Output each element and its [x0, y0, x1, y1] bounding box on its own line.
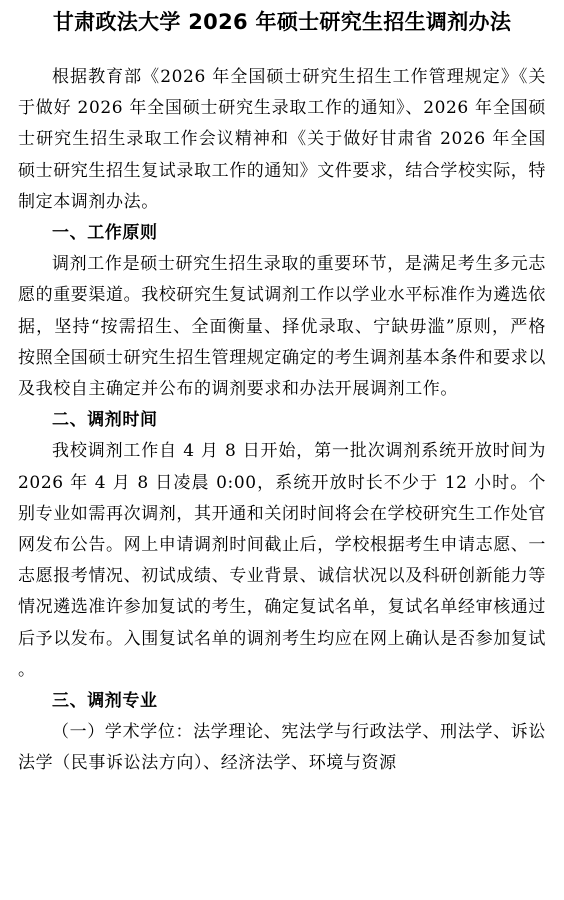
schedule-paragraph: 我校调剂工作自 4 月 8 日开始，第一批次调剂系统开放时间为 2026 年 4 月 8 日凌晨 0:00，系统开放时长不少于 12 小时。个别专业如需再次调剂，其开通和关闭时间将会在学校研究生工作处官网发布公告。网上申请调剂时间截止后，学校根据考生申请志愿、一志愿报考情况、初试成绩、专业背景、诚信状况以及科研创新能力等情况遴选准许参加复试的考生，确定复试名单，复试名单经审核通过后予以发布。入围复试名单的调剂考生均应在网上确认是否参加复试。 — [18, 441, 546, 680]
intro-paragraph: 根据教育部《2026 年全国硕士研究生招生工作管理规定》《关于做好 2026 年全国硕士研究生录取工作的通知》、2026 年全国硕士研究生招生录取工作会议精神和《关于做好甘肃省 2026 年全国硕士研究生招生复试录取工作的通知》文件要求，结合学校实际，特制定本调剂办法。 — [18, 67, 546, 212]
principles-paragraph: 调剂工作是硕士研究生招生录取的重要环节，是满足考生多元志愿的重要渠道。我校研究生复试调剂工作以学业水平标准作为遴选依据，坚持“按需招生、全面衡量、择优录取、宁缺毋滥”原则，严格按照全国硕士研究生招生管理规定确定的考生调剂基本条件和要求以及我校自主确定并公布的调剂要求和办法开展调剂工作。 — [18, 254, 546, 400]
section-heading-principles: 一、工作原则 — [52, 223, 158, 244]
majors-paragraph: （一）学术学位：法学理论、宪法学与行政法学、刑法学、诉讼法学（民事诉讼法方向）、经济法学、环境与资源 — [18, 722, 546, 774]
section-heading-schedule: 二、调剂时间 — [52, 410, 158, 431]
section-heading-majors: 三、调剂专业 — [52, 691, 158, 712]
document-body — [18, 62, 546, 780]
document-title: 甘肃政法大学 2026 年硕士研究生招生调剂办法 — [52, 10, 512, 34]
